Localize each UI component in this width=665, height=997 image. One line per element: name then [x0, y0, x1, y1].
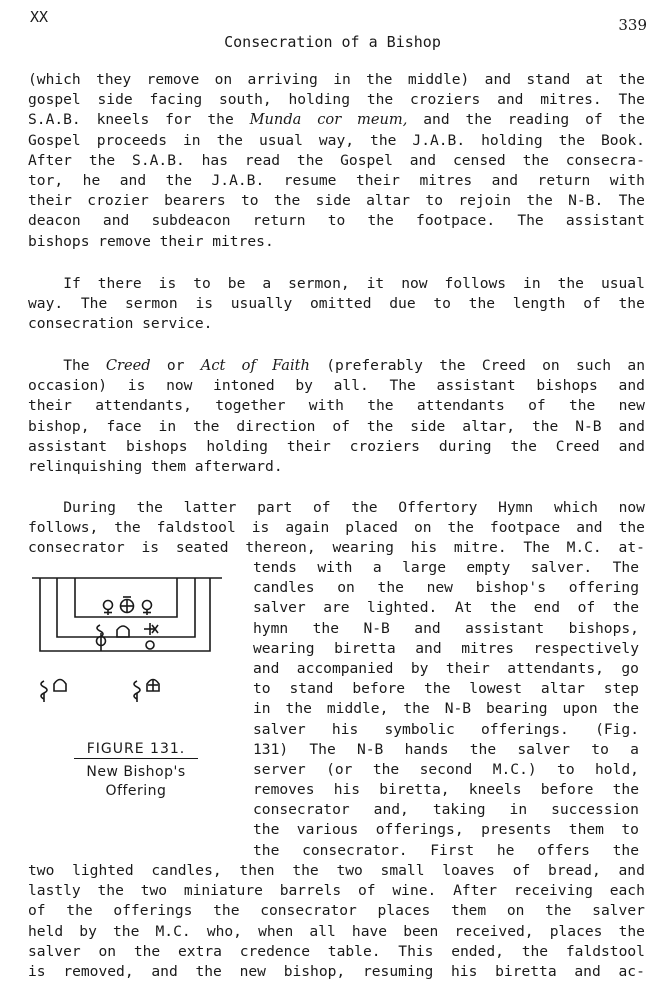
- mc-symbol: [144, 623, 158, 649]
- paragraph-offertory-end: [28, 861, 645, 982]
- figure-caption-line: New Bishop's: [86, 764, 186, 780]
- text-line: gospel side facing south, holding the croziers and mitres. The: [28, 91, 645, 109]
- new-bishop-symbol: [97, 625, 106, 651]
- text-line: their attendants, together with the attendants of the new: [28, 397, 645, 415]
- text-line: During the latter part of the Offertory Hymn which now: [63, 499, 645, 516]
- figure-caption: [74, 741, 198, 801]
- text-line: way. The sermon is usually omitted due to the length of the: [28, 295, 645, 313]
- text-line: The Creed or Act of Faith (preferably the Creed on such an: [63, 357, 645, 374]
- mitre-symbol: [117, 626, 129, 637]
- text-line: 131) The N-B hands the salver to a: [253, 740, 639, 758]
- assistant-bishop-symbol-right: [143, 601, 152, 616]
- diagram-middle-step: [57, 578, 195, 637]
- text-line: hymn the N-B and assistant bishops,: [253, 619, 639, 637]
- text-line: two lighted candles, then the two small loaves of bread, and: [28, 862, 645, 879]
- text-line: of the offerings the consecrator places them on the salver: [28, 902, 645, 920]
- text-line: relinquishing them afterward.: [28, 457, 283, 475]
- text-line: occasion) is now intoned by all. The assistant bishops and: [28, 377, 645, 395]
- text-line: bishops remove their mitres.: [28, 232, 274, 250]
- figure-caption-line: Offering: [105, 783, 167, 799]
- chapter-label: XX: [30, 8, 49, 26]
- text-line: removes his biretta, kneels before the: [253, 781, 639, 799]
- figure-number: FIGURE 131.: [74, 741, 198, 759]
- assistant-bishop-symbol-left: [104, 601, 113, 616]
- diagram-outer-step: [40, 578, 210, 651]
- text-line: If there is to be a sermon, it now follows in the usual: [63, 275, 645, 292]
- text-line: their crozier bearers to the side altar to rejoin the N-B. The: [28, 192, 645, 210]
- text-line: Gospel proceeds in the usual way, the J.A.B. holding the Book.: [28, 131, 645, 149]
- text-line: follows, the faldstool is again placed on the footpace and the: [28, 519, 645, 537]
- attendant-right-mitre: [147, 679, 159, 691]
- text-line: deacon and subdeacon return to the footpace. The assistant: [28, 212, 645, 230]
- text-line: salver are lighted. At the end of the: [253, 599, 639, 617]
- text-line: S.A.B. kneels for the Munda cor meum, and the reading of the: [28, 111, 645, 129]
- text-line: assistant bishops holding their croziers during the Creed and: [28, 437, 645, 455]
- text-line: tends with a large empty salver. The: [253, 559, 639, 576]
- offering-diagram: [32, 575, 222, 705]
- text-line: is removed, and the new bishop, resuming his biretta and ac-: [28, 962, 645, 980]
- text-line: consecrator is seated thereon, wearing his mitre. The M.C. at-: [28, 539, 645, 557]
- text-line: bishop, face in the direction of the side altar, the N-B and: [28, 417, 645, 435]
- attendant-left: [41, 681, 47, 702]
- text-line: held by the M.C. who, when all have been received, places the: [28, 922, 645, 940]
- attendant-left-mitre: [54, 680, 66, 692]
- paragraph-offertory-intro: [28, 498, 645, 559]
- page-title: Consecration of a Bishop: [224, 33, 441, 51]
- text-line: tor, he and the J.A.B. resume their mitres and return with: [28, 171, 645, 189]
- text-line: wearing biretta and mitres respectively: [253, 639, 639, 657]
- consecrator-symbol: [120, 597, 134, 613]
- paragraph-sermon: [28, 274, 645, 335]
- text-line: After the S.A.B. has read the Gospel and censed the consecra-: [28, 151, 645, 169]
- text-line: the consecrator. First he offers the: [253, 841, 639, 859]
- text-line: server (or the second M.C.) to hold,: [253, 760, 639, 778]
- text-line: salver his symbolic offerings. (Fig.: [253, 720, 639, 738]
- text-line: lastly the two miniature barrels of wine. After receiving each: [28, 882, 645, 900]
- paragraph-creed: [28, 356, 645, 477]
- figure-caption-text: [74, 763, 198, 801]
- text-line: consecrator and, taking in succession: [253, 801, 639, 819]
- text-line: salver on the extra credence table. This ended, the faldstool: [28, 942, 645, 960]
- attendant-right: [134, 681, 140, 702]
- text-line: to stand before the lowest altar step: [253, 680, 639, 698]
- text-line: and accompanied by their attendants, go: [253, 659, 639, 677]
- text-line: consecration service.: [28, 315, 213, 333]
- text-line: the various offerings, presents them to: [253, 821, 639, 839]
- page-number: 339: [618, 16, 647, 34]
- text-line: candles on the new bishop's offering: [253, 579, 639, 597]
- paragraph-offertory-wrapped: [253, 558, 639, 861]
- paragraph-after-gospel: [28, 70, 645, 252]
- text-line: in the middle, the N-B bearing upon the: [253, 700, 639, 718]
- text-line: (which they remove on arriving in the middle) and stand at the: [28, 71, 645, 88]
